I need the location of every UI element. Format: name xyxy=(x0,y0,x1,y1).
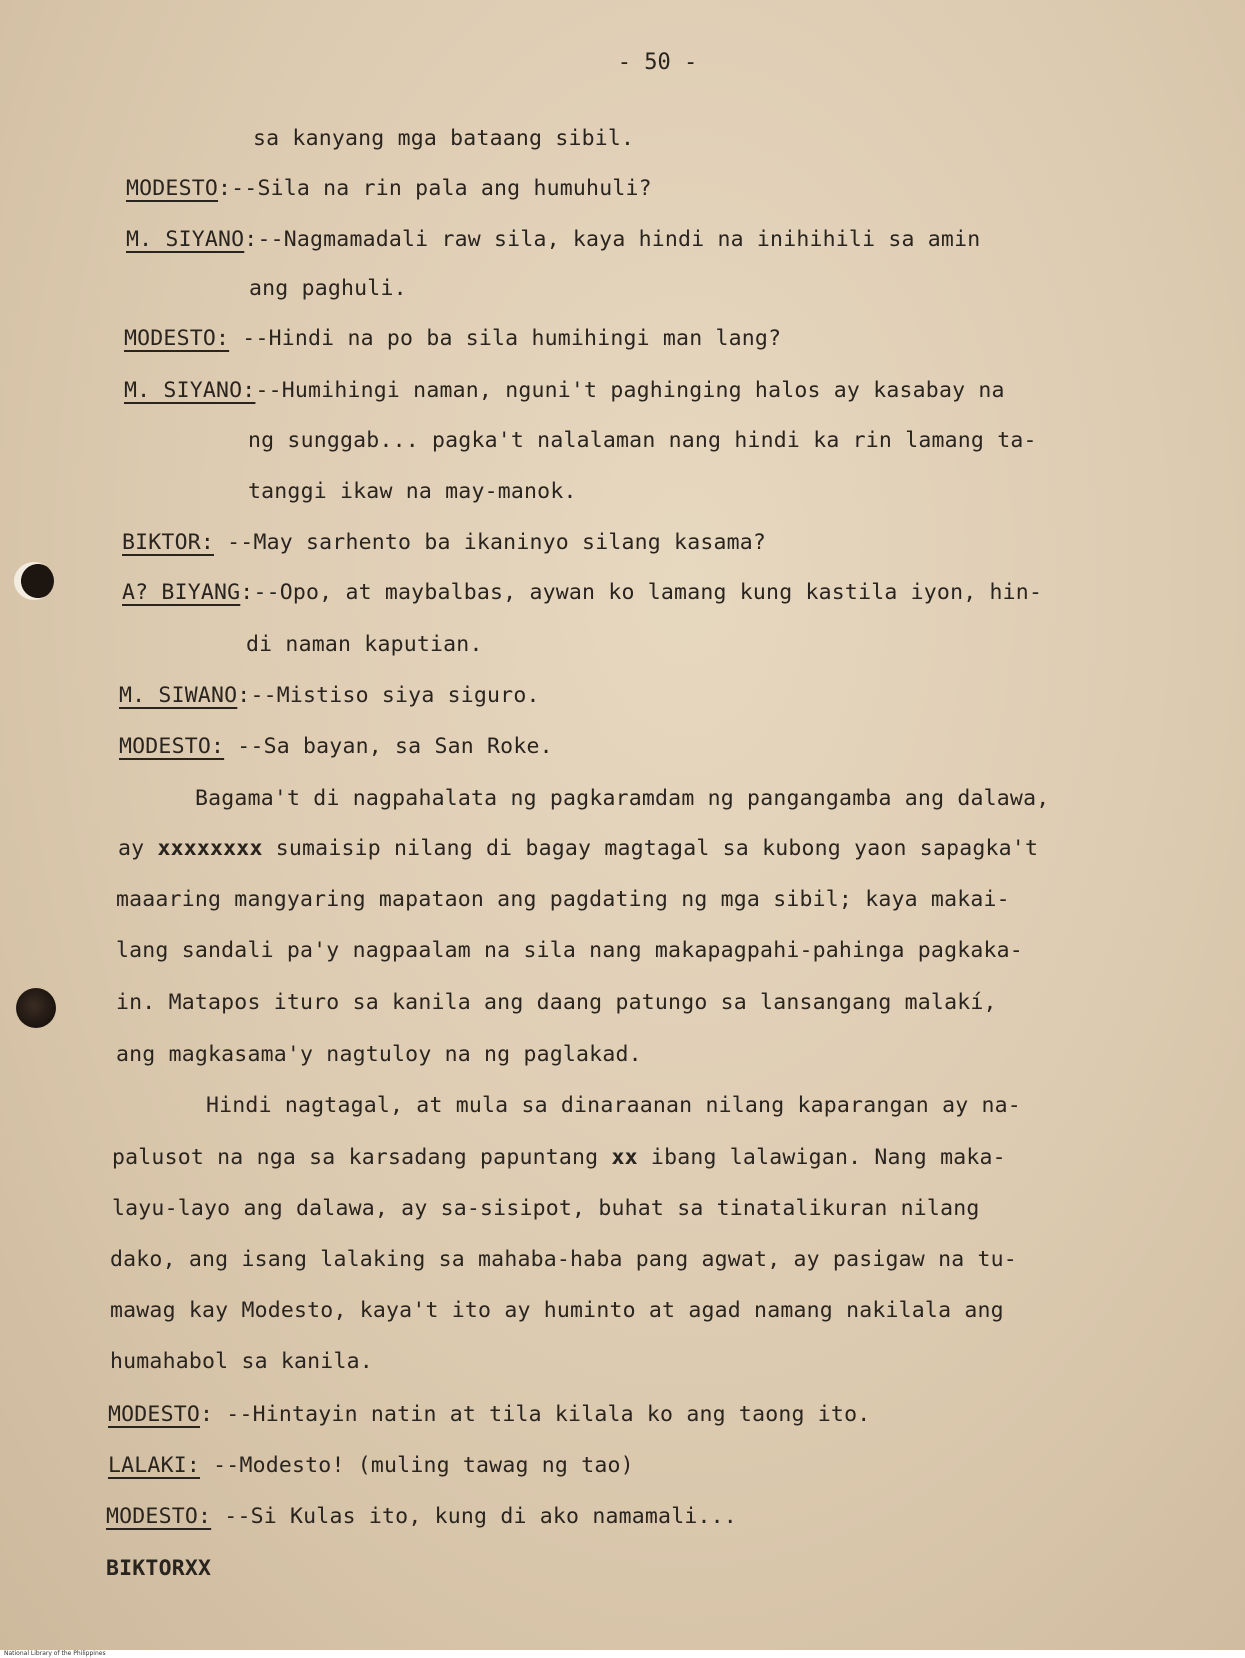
paragraph-line: Bagama't di nagpahalata ng pagkaramdam ng pangangamba ang dalawa, xyxy=(195,786,1050,811)
text-line: di naman kaputian. xyxy=(246,632,483,657)
dialogue-line: BIKTOR: --May sarhento ba ikaninyo silang kasama? xyxy=(122,530,767,555)
struck-out-text: BIKTORXX xyxy=(106,1556,212,1581)
speaker-name: M. SIYANO xyxy=(126,227,245,252)
paragraph-line: dako, ang isang lalaking sa mahaba-haba pang agwat, ay pasigaw na tu- xyxy=(110,1247,1017,1272)
speaker-name: BIKTOR: xyxy=(122,530,215,555)
paragraph-line: ay xxxxxxxx sumaisip nilang di bagay magtagal sa kubong yaon sapagka't xyxy=(118,836,1039,861)
text-line: ang paghuli. xyxy=(249,276,407,301)
struck-out-line xyxy=(106,1556,211,1581)
paragraph-line: mawag kay Modesto, kaya't ito ay huminto at agad namang nakilala ang xyxy=(110,1298,1004,1323)
dialogue-line: M. SIYANO:--Nagmamadali raw sila, kaya hindi na inihihili sa amin xyxy=(126,227,981,252)
speaker-name: MODESTO: xyxy=(119,734,225,759)
speaker-name: LALAKI: xyxy=(108,1453,201,1478)
text-line: tanggi ikaw na may-manok. xyxy=(248,479,577,504)
speaker-name: M. SIWANO xyxy=(119,683,238,708)
dialogue-line: MODESTO: --Hindi na po ba sila humihingi man lang? xyxy=(124,326,782,351)
text-line: ng sunggab... pagka't nalalaman nang hindi ka rin lamang ta- xyxy=(248,428,1037,453)
speaker-name: M. SIYANO: xyxy=(124,378,256,403)
dialogue-line: M. SIYANO:--Humihingi naman, nguni't paghinging halos ay kasabay na xyxy=(124,378,1005,403)
dialogue-line: M. SIWANO:--Mistiso siya siguro. xyxy=(119,683,540,708)
speaker-name: A? BIYANG xyxy=(122,580,241,605)
dialogue-line: MODESTO: --Hintayin natin at tila kilala ko ang taong ito. xyxy=(108,1402,871,1427)
library-credit: National Library of the Philippines xyxy=(4,1650,106,1657)
paragraph-line: in. Matapos ituro sa kanila ang daang patungo sa lansangang malakí, xyxy=(116,990,997,1015)
punch-hole xyxy=(16,988,56,1028)
struck-out-text: xxxxxxxx xyxy=(157,836,263,861)
punch-hole xyxy=(14,562,54,600)
paragraph-line: Hindi nagtagal, at mula sa dinaraanan nilang kaparangan ay na- xyxy=(206,1093,1021,1118)
paragraph-line: ang magkasama'y nagtuloy na ng paglakad. xyxy=(116,1042,642,1067)
speaker-name: MODESTO: xyxy=(124,326,230,351)
speaker-name: MODESTO: xyxy=(106,1504,212,1529)
speaker-name: MODESTO xyxy=(126,176,219,201)
struck-out-text: xx xyxy=(611,1145,638,1170)
text-line: sa kanyang mga bataang sibil. xyxy=(253,126,635,151)
paragraph-line: maaaring mangyaring mapataon ang pagdating ng mga sibil; kaya makai- xyxy=(116,887,1010,912)
dialogue-line: LALAKI: --Modesto! (muling tawag ng tao) xyxy=(108,1453,634,1478)
paragraph-line: lang sandali pa'y nagpaalam na sila nang makapagpahi-pahinga pagkaka- xyxy=(116,938,1023,963)
dialogue-line: MODESTO:--Sila na rin pala ang humuhuli? xyxy=(126,176,652,201)
dialogue-line: A? BIYANG:--Opo, at maybalbas, aywan ko lamang kung kastila iyon, hin- xyxy=(122,580,1043,605)
speaker-name: MODESTO xyxy=(108,1402,201,1427)
paragraph-line: layu-layo ang dalawa, ay sa-sisipot, buhat sa tinatalikuran nilang xyxy=(112,1196,980,1221)
dialogue-line: MODESTO: --Si Kulas ito, kung di ako namamali... xyxy=(106,1504,737,1529)
page-number: - 50 - xyxy=(617,50,698,75)
paragraph-line: humahabol sa kanila. xyxy=(110,1349,373,1374)
dialogue-line: MODESTO: --Sa bayan, sa San Roke. xyxy=(119,734,553,759)
paragraph-line: palusot na nga sa karsadang papuntang xx ibang lalawigan. Nang maka- xyxy=(112,1145,1006,1170)
